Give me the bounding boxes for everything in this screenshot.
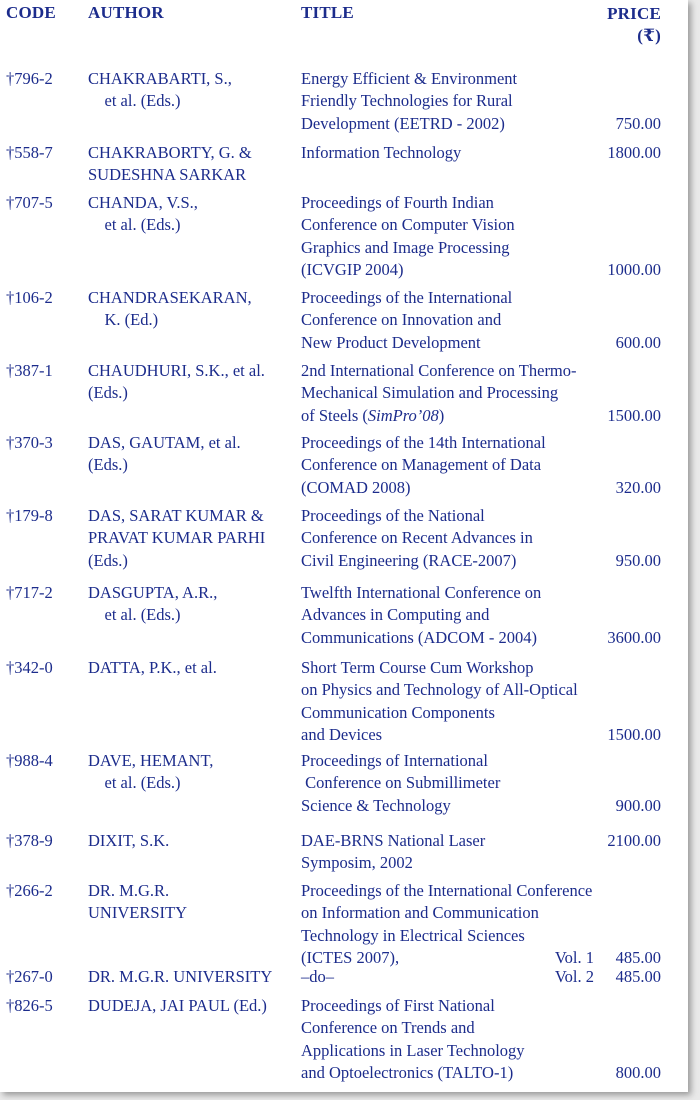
title-line: Conference on Trends and (301, 1018, 475, 1038)
book-price: 320.00 (615, 477, 661, 497)
title-line: Graphics and Image Processing (301, 237, 510, 257)
book-author (88, 142, 252, 187)
book-author (88, 192, 198, 237)
author-line: et al. (Eds.) (88, 215, 181, 235)
book-price: 1800.00 (607, 143, 661, 162)
author-line: DAS, SARAT KUMAR & (88, 506, 264, 525)
author-line: CHANDRASEKARAN, (88, 288, 252, 307)
currency-label: (₹) (637, 26, 661, 45)
column-header-code: CODE (6, 3, 56, 22)
column-header-title: TITLE (301, 3, 354, 22)
title-line: Information Technology (301, 143, 462, 162)
author-line: DIXIT, S.K. (88, 831, 170, 850)
book-code: †179-8 (6, 506, 53, 525)
title-line: Conference on Innovation and (301, 310, 502, 330)
book-code: †558-7 (6, 143, 53, 162)
author-line: PRAVAT KUMAR PARHI (88, 528, 266, 548)
book-author (88, 657, 217, 679)
title-line: Proceedings of the International (301, 288, 513, 307)
title-line: Conference on Submillimeter (301, 773, 501, 793)
author-line: UNIVERSITY (88, 903, 187, 923)
author-line: (Eds.) (88, 455, 128, 475)
book-price: 950.00 (615, 550, 661, 570)
title-line: Development (EETRD - 2002) (301, 113, 505, 133)
title-line: Science & Technology (301, 795, 451, 815)
title-line: Technology in Electrical Sciences (301, 925, 525, 945)
author-line: K. (Ed.) (88, 310, 159, 330)
column-header-price (607, 3, 661, 47)
title-line: Proceedings of International (301, 751, 488, 770)
book-title (301, 432, 546, 499)
title-line: Proceedings of the National (301, 506, 485, 525)
book-code: †717-2 (6, 583, 53, 602)
book-price: 1500.00 (607, 724, 661, 744)
book-title (301, 750, 500, 817)
volume-label: Vol. 2 (554, 967, 594, 986)
book-author (88, 360, 265, 405)
book-author (88, 750, 213, 795)
title-text: ) (438, 405, 445, 425)
title-line: Proceedings of the International Conference (301, 881, 593, 900)
title-line: Proceedings of the 14th International (301, 433, 546, 452)
author-line: (Eds.) (88, 383, 128, 403)
book-code: †370-3 (6, 433, 53, 452)
book-author (88, 995, 267, 1017)
author-line: DR. M.G.R. UNIVERSITY (88, 967, 273, 986)
book-price: 2100.00 (607, 831, 661, 850)
book-author (88, 880, 187, 925)
title-line: 2nd International Conference on Thermo- (301, 361, 577, 380)
author-line: et al. (Eds.) (88, 605, 181, 625)
title-line: (COMAD 2008) (301, 477, 411, 497)
author-line: et al. (Eds.) (88, 773, 181, 793)
book-title (301, 966, 334, 988)
author-line: SUDESHNA SARKAR (88, 165, 247, 185)
volume-label: Vol. 1 (554, 947, 594, 967)
book-title (301, 880, 592, 969)
book-price: 600.00 (615, 332, 661, 352)
title-line: Twelfth International Conference on (301, 583, 542, 602)
title-line: Applications in Laser Technology (301, 1040, 525, 1060)
book-author (88, 68, 232, 113)
book-author (88, 432, 241, 477)
book-title (301, 505, 533, 572)
book-title (301, 192, 515, 281)
book-title (301, 68, 517, 135)
author-line: DATTA, P.K., et al. (88, 658, 217, 677)
title-line (301, 405, 577, 427)
book-price: 1500.00 (607, 405, 661, 425)
book-price: 485.00 (615, 947, 661, 967)
author-line: DR. M.G.R. (88, 881, 170, 900)
book-code: †267-0 (6, 967, 53, 986)
title-line: Conference on Computer Vision (301, 215, 515, 235)
book-author (88, 582, 217, 627)
title-line: Short Term Course Cum Workshop (301, 658, 534, 677)
title-line: –do– (301, 967, 334, 986)
title-line: Conference on Recent Advances in (301, 528, 533, 548)
title-line: on Physics and Technology of All-Optical (301, 680, 578, 700)
author-line: et al. (Eds.) (88, 91, 181, 111)
book-code: †796-2 (6, 69, 53, 88)
book-price: 900.00 (615, 795, 661, 815)
book-title (301, 360, 577, 427)
book-code: †342-0 (6, 658, 53, 677)
title-line: Proceedings of Fourth Indian (301, 193, 494, 212)
title-line: on Information and Communication (301, 903, 539, 923)
title-line: (ICTES 2007), (301, 947, 400, 967)
title-line: Civil Engineering (RACE-2007) (301, 550, 517, 570)
title-line: Energy Efficient & Environment (301, 69, 518, 88)
title-line: New Product Development (301, 332, 481, 352)
title-line: Advances in Computing and (301, 605, 490, 625)
title-line: DAE-BRNS National Laser (301, 831, 486, 850)
title-line: and Devices (301, 724, 383, 744)
author-line: (Eds.) (88, 550, 128, 570)
book-code: †378-9 (6, 831, 53, 850)
author-line: CHAUDHURI, S.K., et al. (88, 361, 265, 380)
column-header-author: AUTHOR (88, 3, 164, 22)
book-price: 485.00 (615, 967, 661, 986)
title-italic-text: SimPro’08 (367, 405, 439, 425)
author-line: CHAKRABORTY, G. & (88, 143, 252, 162)
book-code: †826-5 (6, 996, 53, 1015)
book-title (301, 287, 512, 354)
title-line: Proceedings of First National (301, 996, 495, 1015)
author-line: DAS, GAUTAM, et al. (88, 433, 241, 452)
title-line: Mechanical Simulation and Processing (301, 383, 559, 403)
book-title (301, 995, 525, 1084)
book-price: 750.00 (615, 113, 661, 133)
book-code: †106-2 (6, 288, 53, 307)
title-line: Communication Components (301, 702, 495, 722)
title-line: and Optoelectronics (TALTO-1) (301, 1062, 514, 1082)
book-author (88, 505, 265, 572)
book-price: 1000.00 (607, 259, 661, 279)
book-title (301, 142, 461, 164)
book-author (88, 830, 169, 852)
book-price: 3600.00 (607, 627, 661, 647)
title-line: (ICVGIP 2004) (301, 259, 404, 279)
author-line: DASGUPTA, A.R., (88, 583, 218, 602)
price-label: PRICE (607, 4, 661, 23)
book-code: †988-4 (6, 751, 53, 770)
title-line: Conference on Management of Data (301, 455, 542, 475)
book-title (301, 657, 578, 746)
author-line: CHANDA, V.S., (88, 193, 198, 212)
author-line: DUDEJA, JAI PAUL (Ed.) (88, 996, 267, 1015)
author-line: CHAKRABARTI, S., (88, 69, 232, 88)
book-author (88, 287, 252, 332)
title-line: Communications (ADCOM - 2004) (301, 627, 538, 647)
title-text: of Steels ( (301, 405, 368, 425)
book-code: †266-2 (6, 881, 53, 900)
book-title (301, 830, 485, 875)
book-code: †707-5 (6, 193, 53, 212)
book-author (88, 966, 272, 988)
book-code: †387-1 (6, 361, 53, 380)
book-title (301, 582, 541, 649)
author-line: DAVE, HEMANT, (88, 751, 214, 770)
title-line: Friendly Technologies for Rural (301, 91, 513, 111)
book-price: 800.00 (615, 1062, 661, 1082)
title-line: Symposim, 2002 (301, 853, 413, 873)
